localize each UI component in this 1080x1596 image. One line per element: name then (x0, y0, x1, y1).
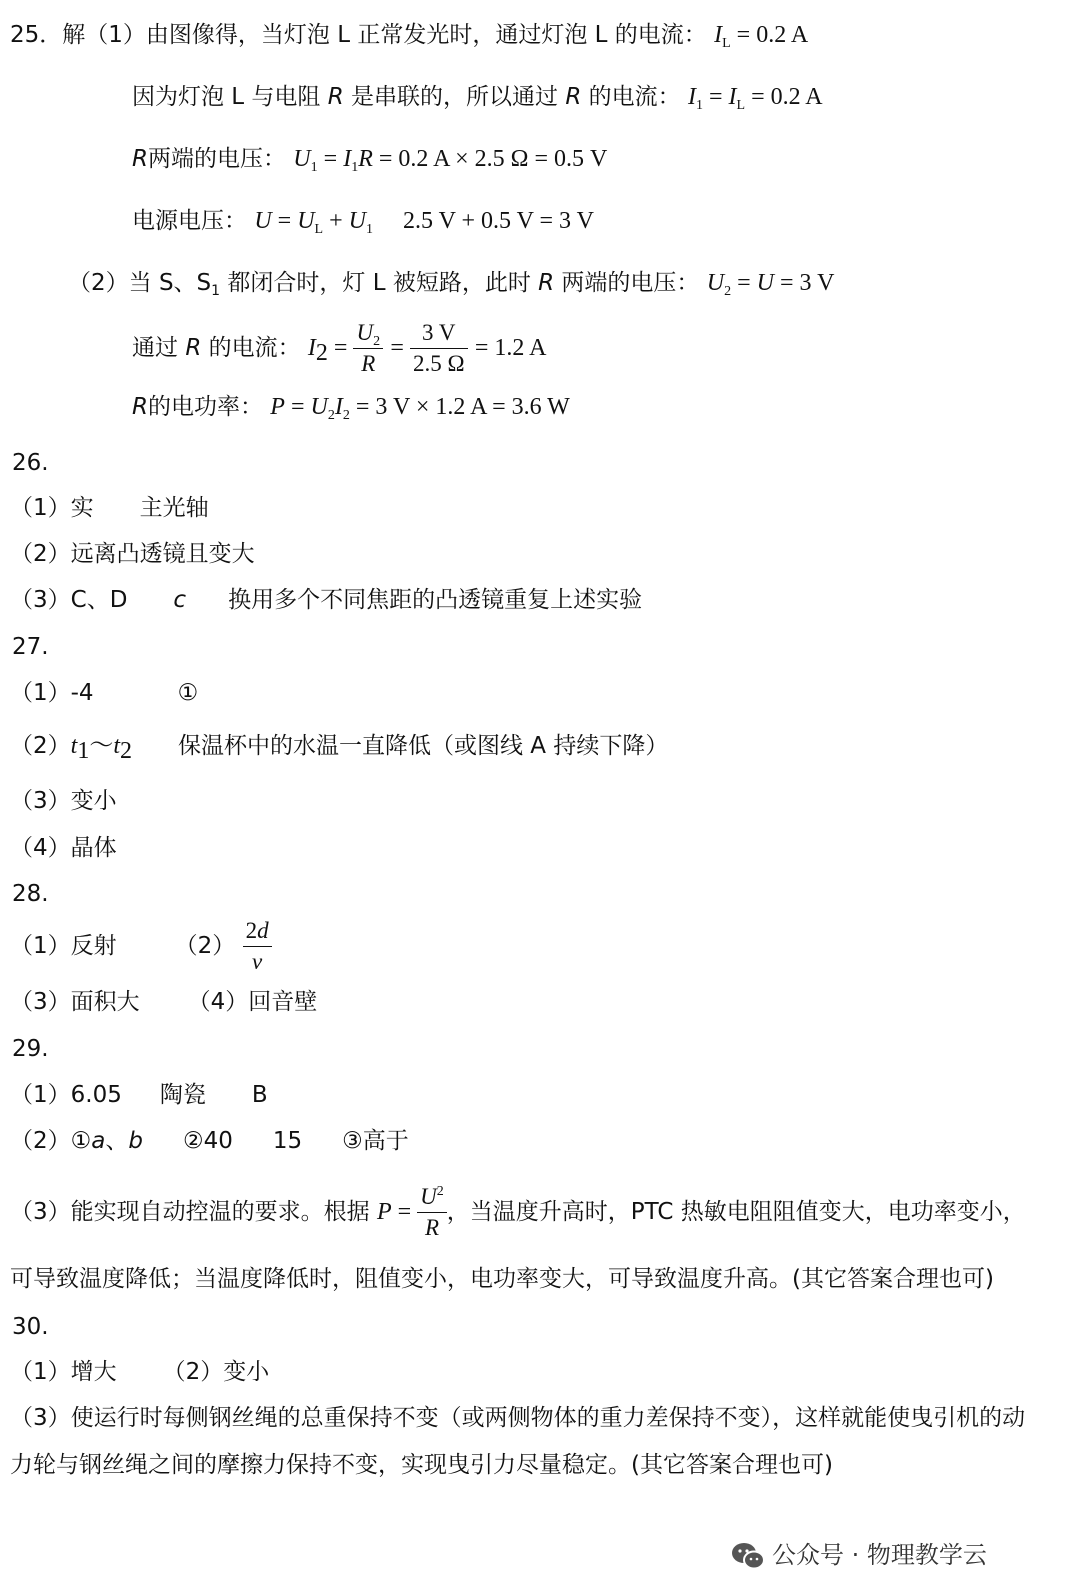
watermark (730, 1540, 987, 1571)
q30-answer-1-2: （1）增大 （2）变小 (10, 1359, 270, 1385)
q27-answer-2: $(2)t_1\sim t_2$ 保温杯中的水温一直降低（或图线 A 持续下降） (10, 733, 669, 764)
q27-answer-1: （1）-4 ① (10, 680, 199, 706)
q27-answer-4: （4）晶体 (10, 835, 117, 861)
q28-answer-1-2: （1）反射 （2） $\frac{2d}{v}$ (10, 916, 1080, 977)
q26-answer-2: （2）远离凸透镜且变大 (10, 541, 255, 567)
q25-line-5: （2）当 S、$S_1$ 都闭合时，灯 L 被短路，此时 R 两端的电压： $U_2 = U = 3$ V (68, 270, 835, 299)
q30-number: 30. (12, 1314, 49, 1340)
fraction-u2-over-r: $\frac{U_2}{R}$ (353, 318, 383, 379)
wechat-icon (730, 1541, 766, 1571)
q26-answer-3: （3）C、D c 换用多个不同焦距的凸透镜重复上述实验 (10, 587, 643, 613)
fraction-3v-over-2-5ohm: $\frac{3 V}{2.5 \Omega}$ (410, 318, 468, 379)
q25-line-2: 因为灯泡 L 与电阻 R 是串联的，所以通过 R 的电流： $I_1 = I_L = 0.2$ A (132, 84, 823, 113)
q25-line-7: R的电功率： $P = U_2I_2 = 3$ V × 1.2 A = 3.6 W (132, 394, 570, 423)
q28-number: 28. (12, 881, 49, 907)
watermark-text: 公众号 · 物理教学云 (772, 1541, 987, 1569)
q25-line-1: 25．解（1）由图像得，当灯泡 L 正常发光时，通过灯泡 L 的电流： $I_L = 0.2$ A (10, 22, 809, 51)
fraction-u-squared-over-r: $\frac{U^2}{R}$ (417, 1182, 447, 1243)
q27-answer-3: （3）变小 (10, 788, 117, 814)
q29-answer-1: （1）6.05 陶瓷 B (10, 1082, 268, 1108)
q30-answer-3-line-2: 力轮与钢丝绳之间的摩擦力保持不变，实现曳引力尽量稳定。(其它答案合理也可) (10, 1452, 833, 1478)
q29-answer-2: （2）①a、b ②40 15 ③高于 (10, 1128, 409, 1154)
q29-number: 29. (12, 1036, 49, 1062)
q26-answer-1: （1）实 主光轴 (10, 495, 209, 521)
fraction-2d-over-v: $\frac{2d}{v}$ (243, 916, 272, 977)
q25-line-3: R两端的电压： $U_1 = I_1R = 0.2$ A × 2.5 Ω = 0.5 V (132, 146, 608, 175)
q25-line-6: 通过 R 的电流： $I_2$ = $\frac{U_2}{R}$ = $\frac{3 V}{2.5 \Omega}$ = 1.2 A (132, 318, 1080, 379)
q28-answer-3-4: （3）面积大 （4）回音壁 (10, 989, 318, 1015)
q25-line-4: 电源电压： $U = U_L + U_1$ 2.5 V + 0.5 V = 3 V (132, 208, 594, 237)
q27-number: 27. (12, 634, 49, 660)
q30-answer-3-line-1: （3）使运行时每侧钢丝绳的总重保持不变（或两侧物体的重力差保持不变），这样就能使曳引机的动 (10, 1405, 1026, 1431)
q29-answer-3-line-1: （3）能实现自动控温的要求。根据 P = $\frac{U^2}{R}$ ，当温度升高时，PTC 热敏电阻阻值变大，电功率变小， (10, 1182, 1080, 1243)
q29-answer-3-line-2: 可导致温度降低；当温度降低时，阻值变小，电功率变大，可导致温度升高。(其它答案合理也可) (10, 1266, 994, 1292)
q26-number: 26. (12, 450, 49, 476)
